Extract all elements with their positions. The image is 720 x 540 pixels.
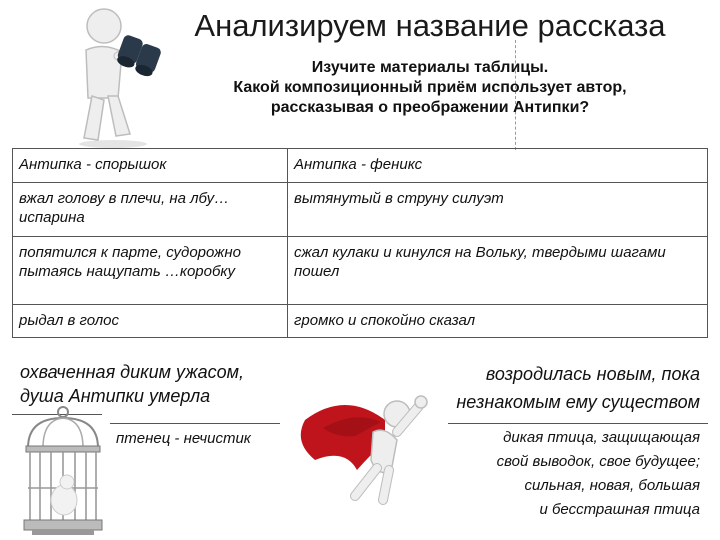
- wild-bird-line: сильная, новая, большая: [524, 477, 700, 494]
- reborn-line: незнакомым ему существом: [456, 392, 700, 412]
- wild-bird-line: свой выводок, свое будущее;: [496, 453, 700, 470]
- table-row: [13, 305, 708, 338]
- task-line: рассказывая о преображении Антипки?: [270, 99, 590, 116]
- divider-line: [448, 423, 708, 424]
- comparison-table: [12, 148, 708, 338]
- reborn-text: [400, 360, 700, 416]
- task-line: Изучите материалы таблицы.: [311, 59, 549, 76]
- wild-bird-text: [430, 426, 700, 522]
- table-cell: попятился к парте, судорожно пытаясь нащупать …коробку: [13, 237, 288, 305]
- table-cell: вжал голову в плечи, на лбу… испарина: [13, 183, 288, 237]
- table-row: [13, 237, 708, 305]
- table-cell: громко и спокойно сказал: [288, 305, 708, 338]
- task-text: [150, 58, 710, 118]
- table-row: [13, 183, 708, 237]
- table-cell: вытянутый в струну силуэт: [288, 183, 708, 237]
- table-cell: Антипка - спорышок: [13, 149, 288, 183]
- table-cell: Антипка - феникс: [288, 149, 708, 183]
- page-title: Анализируем название рассказа: [194, 8, 666, 43]
- table-cell: сжал кулаки и кинулся на Вольку, твердыми шагами пошел: [288, 237, 708, 305]
- reborn-line: возродилась новым, пока: [485, 364, 700, 384]
- soul-died-text: охваченная диким ужасом, душа Антипки умерла: [20, 362, 244, 406]
- wild-bird-line: и бесстрашная птица: [539, 501, 700, 518]
- birdcage-icon: [18, 404, 108, 538]
- wild-bird-line: дикая птица, защищающая: [503, 429, 700, 446]
- divider-line: [110, 423, 280, 424]
- task-line: Какой композиционный приём использует автор,: [233, 79, 627, 96]
- chick-label: птенец - нечистик: [116, 430, 251, 447]
- table-cell: рыдал в голос: [13, 305, 288, 338]
- flying-hero-icon: [285, 380, 445, 510]
- table-row: [13, 149, 708, 183]
